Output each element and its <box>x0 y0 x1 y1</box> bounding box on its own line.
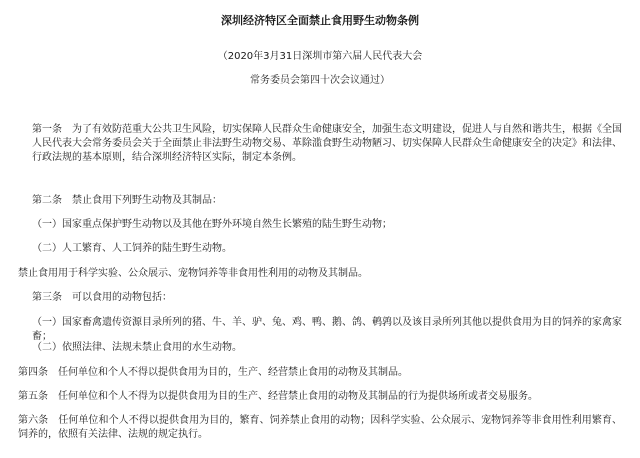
article-text: 可以食用的动物包括： <box>72 292 172 303</box>
article-text: （一）国家重点保护野生动物以及其他在野外环境自然生长繁殖的陆生野生动物； <box>32 219 392 230</box>
article-text: 任何单位和个人不得以提供食用为目的，繁育、饲养禁止食用的动物；因科学实验、公众展示、宠物饲养等非食用性利用繁育、饲养的，依照有关法律、法规的规定执行。 <box>18 415 623 440</box>
subtitle-line-2: 常务委员会第四十次会议通过） <box>250 75 390 86</box>
article-label: 第四条 <box>18 367 48 378</box>
article-text: 禁止食用下列野生动物及其制品： <box>72 195 222 206</box>
article-3-item-1 <box>18 316 622 344</box>
article-2-clause <box>18 267 622 281</box>
article-2-item-2 <box>18 242 622 256</box>
article-text: （一）国家畜禽遗传资源目录所列的猪、牛、羊、驴、兔、鸡、鸭、鹅、鸽、鹌鹑以及该目录所列其他以提供食用为目的饲养的家禽家畜； <box>32 317 622 342</box>
article-label: 第五条 <box>18 391 48 402</box>
subtitle-line-1: （2020年3月31日深圳市第六届人民代表大会 <box>217 51 423 62</box>
article-2-item-1 <box>18 218 622 232</box>
article-5 <box>18 390 622 404</box>
article-3 <box>18 291 622 305</box>
article-3-item-2 <box>18 341 622 355</box>
article-text: 为了有效防范重大公共卫生风险，切实保障人民群众生命健康安全，加强生态文明建设，促进人与自然和谐共生，根据《全国人民代表大会常务委员会关于全面禁止非法野生动物交易、革除滥食野生动物陋习、切实保障人民群众生命健康安全的决定》和法律、行政法规的基本原则，结合深圳经济特区实际，制定本条例。 <box>32 124 622 163</box>
article-text: 禁止食用用于科学实验、公众展示、宠物饲养等非食用性利用的动物及其制品。 <box>18 268 368 279</box>
article-text: 任何单位和个人不得以提供食用为目的，生产、经营禁止食用的动物及其制品。 <box>58 367 408 378</box>
article-4 <box>18 366 622 380</box>
article-text: 任何单位和个人不得为以提供食用为目的生产、经营禁止食用的动物及其制品的行为提供场所或者交易服务。 <box>58 391 538 402</box>
article-label: 第二条 <box>32 195 62 206</box>
article-2 <box>18 194 622 208</box>
article-6 <box>18 414 622 442</box>
article-1 <box>18 123 622 165</box>
article-label: 第六条 <box>18 415 49 426</box>
article-label: 第三条 <box>32 292 62 303</box>
article-text: （二）人工繁育、人工饲养的陆生野生动物。 <box>32 243 232 254</box>
document-title: 深圳经济特区全面禁止食用野生动物条例 <box>221 14 419 27</box>
article-label: 第一条 <box>32 124 62 135</box>
article-text: （二）依照法律、法规未禁止食用的水生动物。 <box>32 342 242 353</box>
